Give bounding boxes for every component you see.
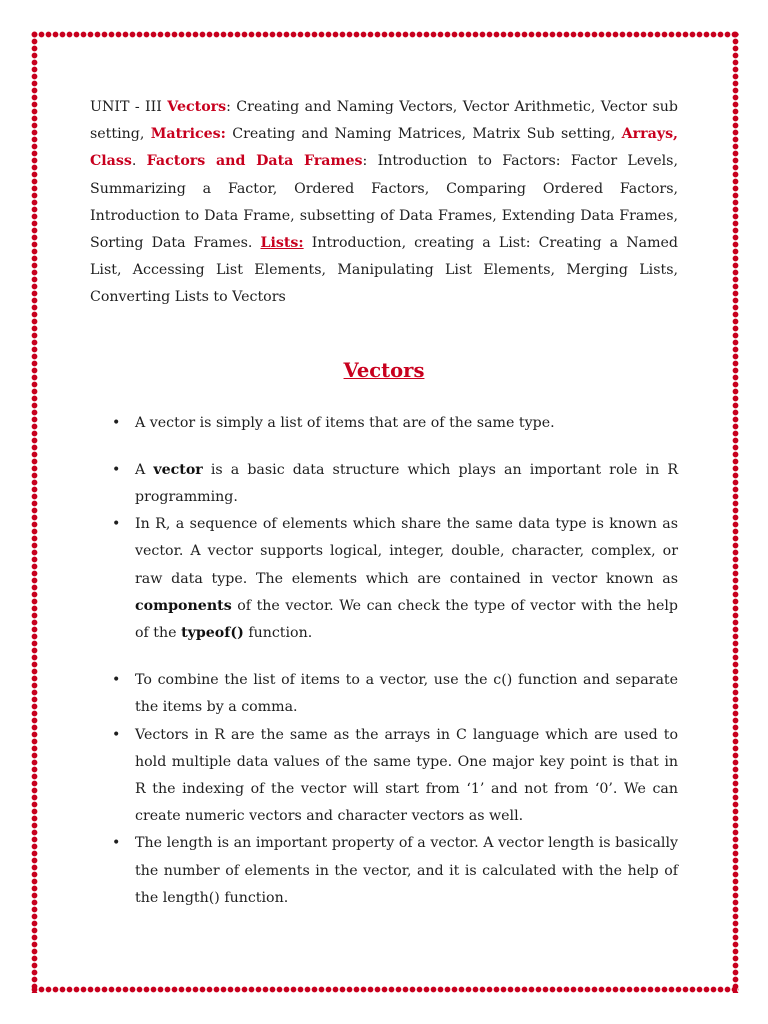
page-content bbox=[90, 94, 678, 912]
section-heading: Vectors bbox=[343, 358, 425, 382]
bullet-text-3-pre: In R, a sequence of elements which share the same data type is known as vector. A vector supports logical, integer, double, character, complex, or raw data type. The elements which are contained in vector known as bbox=[135, 516, 678, 587]
unit-label: UNIT - III bbox=[90, 99, 162, 115]
factors-dataframes-topic-label: Factors and Data Frames bbox=[146, 153, 363, 170]
matrices-topics-text: Creating and Naming Matrices, Matrix Sub setting, bbox=[232, 126, 616, 143]
bullet-text-4: To combine the list of items to a vector, use the c() function and separate the items by a comma. bbox=[135, 672, 678, 716]
lists-topic-label: Lists: bbox=[260, 235, 304, 252]
lists-topics-text: Introduction, creating a List: Creating a Named List, Accessing List Elements, Manipulating List Elements, Merging Lists, Converting Lists to Vectors bbox=[90, 235, 679, 306]
decorative-border-top bbox=[31, 31, 739, 38]
bullet-text-3-mid: of the vector. We can check the type of vector with the help of the bbox=[135, 597, 678, 642]
arrays-class-topic-label: Arrays, Class bbox=[90, 126, 678, 170]
list-item bbox=[90, 410, 678, 437]
bold-term-components: components bbox=[135, 597, 232, 614]
list-item bbox=[90, 722, 678, 831]
vectors-topic-label: Vectors bbox=[167, 99, 227, 115]
factors-dataframes-topics-text: : Introduction to Factors: Factor Levels, Summarizing a Factor, Ordered Factors, Comparing Ordered Factors, Introduction to Data Frame, subsetting of Data Frames, Extending Data Frames, Sorting Data Frames. bbox=[90, 153, 678, 252]
list-item bbox=[90, 511, 678, 647]
decorative-border-right bbox=[732, 31, 739, 993]
bullet-text-5: Vectors in R are the same as the arrays in C language which are used to hold multiple data values of the same type. One major key point is that in R the indexing of the vector will start from ‘1’ and not from ‘0’. We can create numeric vectors and character vectors as well. bbox=[135, 726, 678, 825]
bold-term-typeof: typeof() bbox=[181, 625, 244, 642]
vectors-topics-text: : Creating and Naming Vectors, Vector Arithmetic, Vector sub setting, bbox=[90, 99, 678, 143]
bullet-text-2-post: is a basic data structure which plays an important role in R programming. bbox=[135, 461, 679, 506]
decorative-border-bottom bbox=[31, 986, 739, 993]
vector-facts-list bbox=[90, 410, 678, 912]
bullet-text-6: The length is an important property of a vector. A vector length is basically the number of elements in the vector, and it is calculated with the help of the length() function. bbox=[135, 835, 678, 906]
bullet-text-1: A vector is simply a list of items that are of the same type. bbox=[135, 414, 555, 431]
matrices-topic-label: Matrices: bbox=[150, 126, 226, 143]
bold-term-vector: vector bbox=[153, 461, 203, 478]
list-item bbox=[90, 830, 678, 912]
decorative-border-left bbox=[31, 31, 38, 993]
syllabus-paragraph: UNIT - III Vectors: Creating and Naming Vectors, Vector Arithmetic, Vector sub setting, Matrices: Creating and Naming Matrices, Matrix Sub setting, Arrays, Class. Factors and Data Frames: Introduction to Factors: Factor Levels, Summarizing a Factor, Ordered Factors, Comparing Ordered Factors, Introduction to Data Frame, subsetting of Data Frames, Extending Data Frames, Sorting Data Frames. Lists: Introduction, creating a List: Creating a Named List, Accessing List Elements, Manipulating List Elements, Merging Lists, Converting Lists to Vectors bbox=[90, 99, 679, 306]
bullet-text-3-post: function. bbox=[248, 625, 313, 642]
list-item bbox=[90, 667, 678, 721]
list-item bbox=[90, 457, 678, 511]
bullet-text-2-pre: A bbox=[135, 461, 146, 478]
